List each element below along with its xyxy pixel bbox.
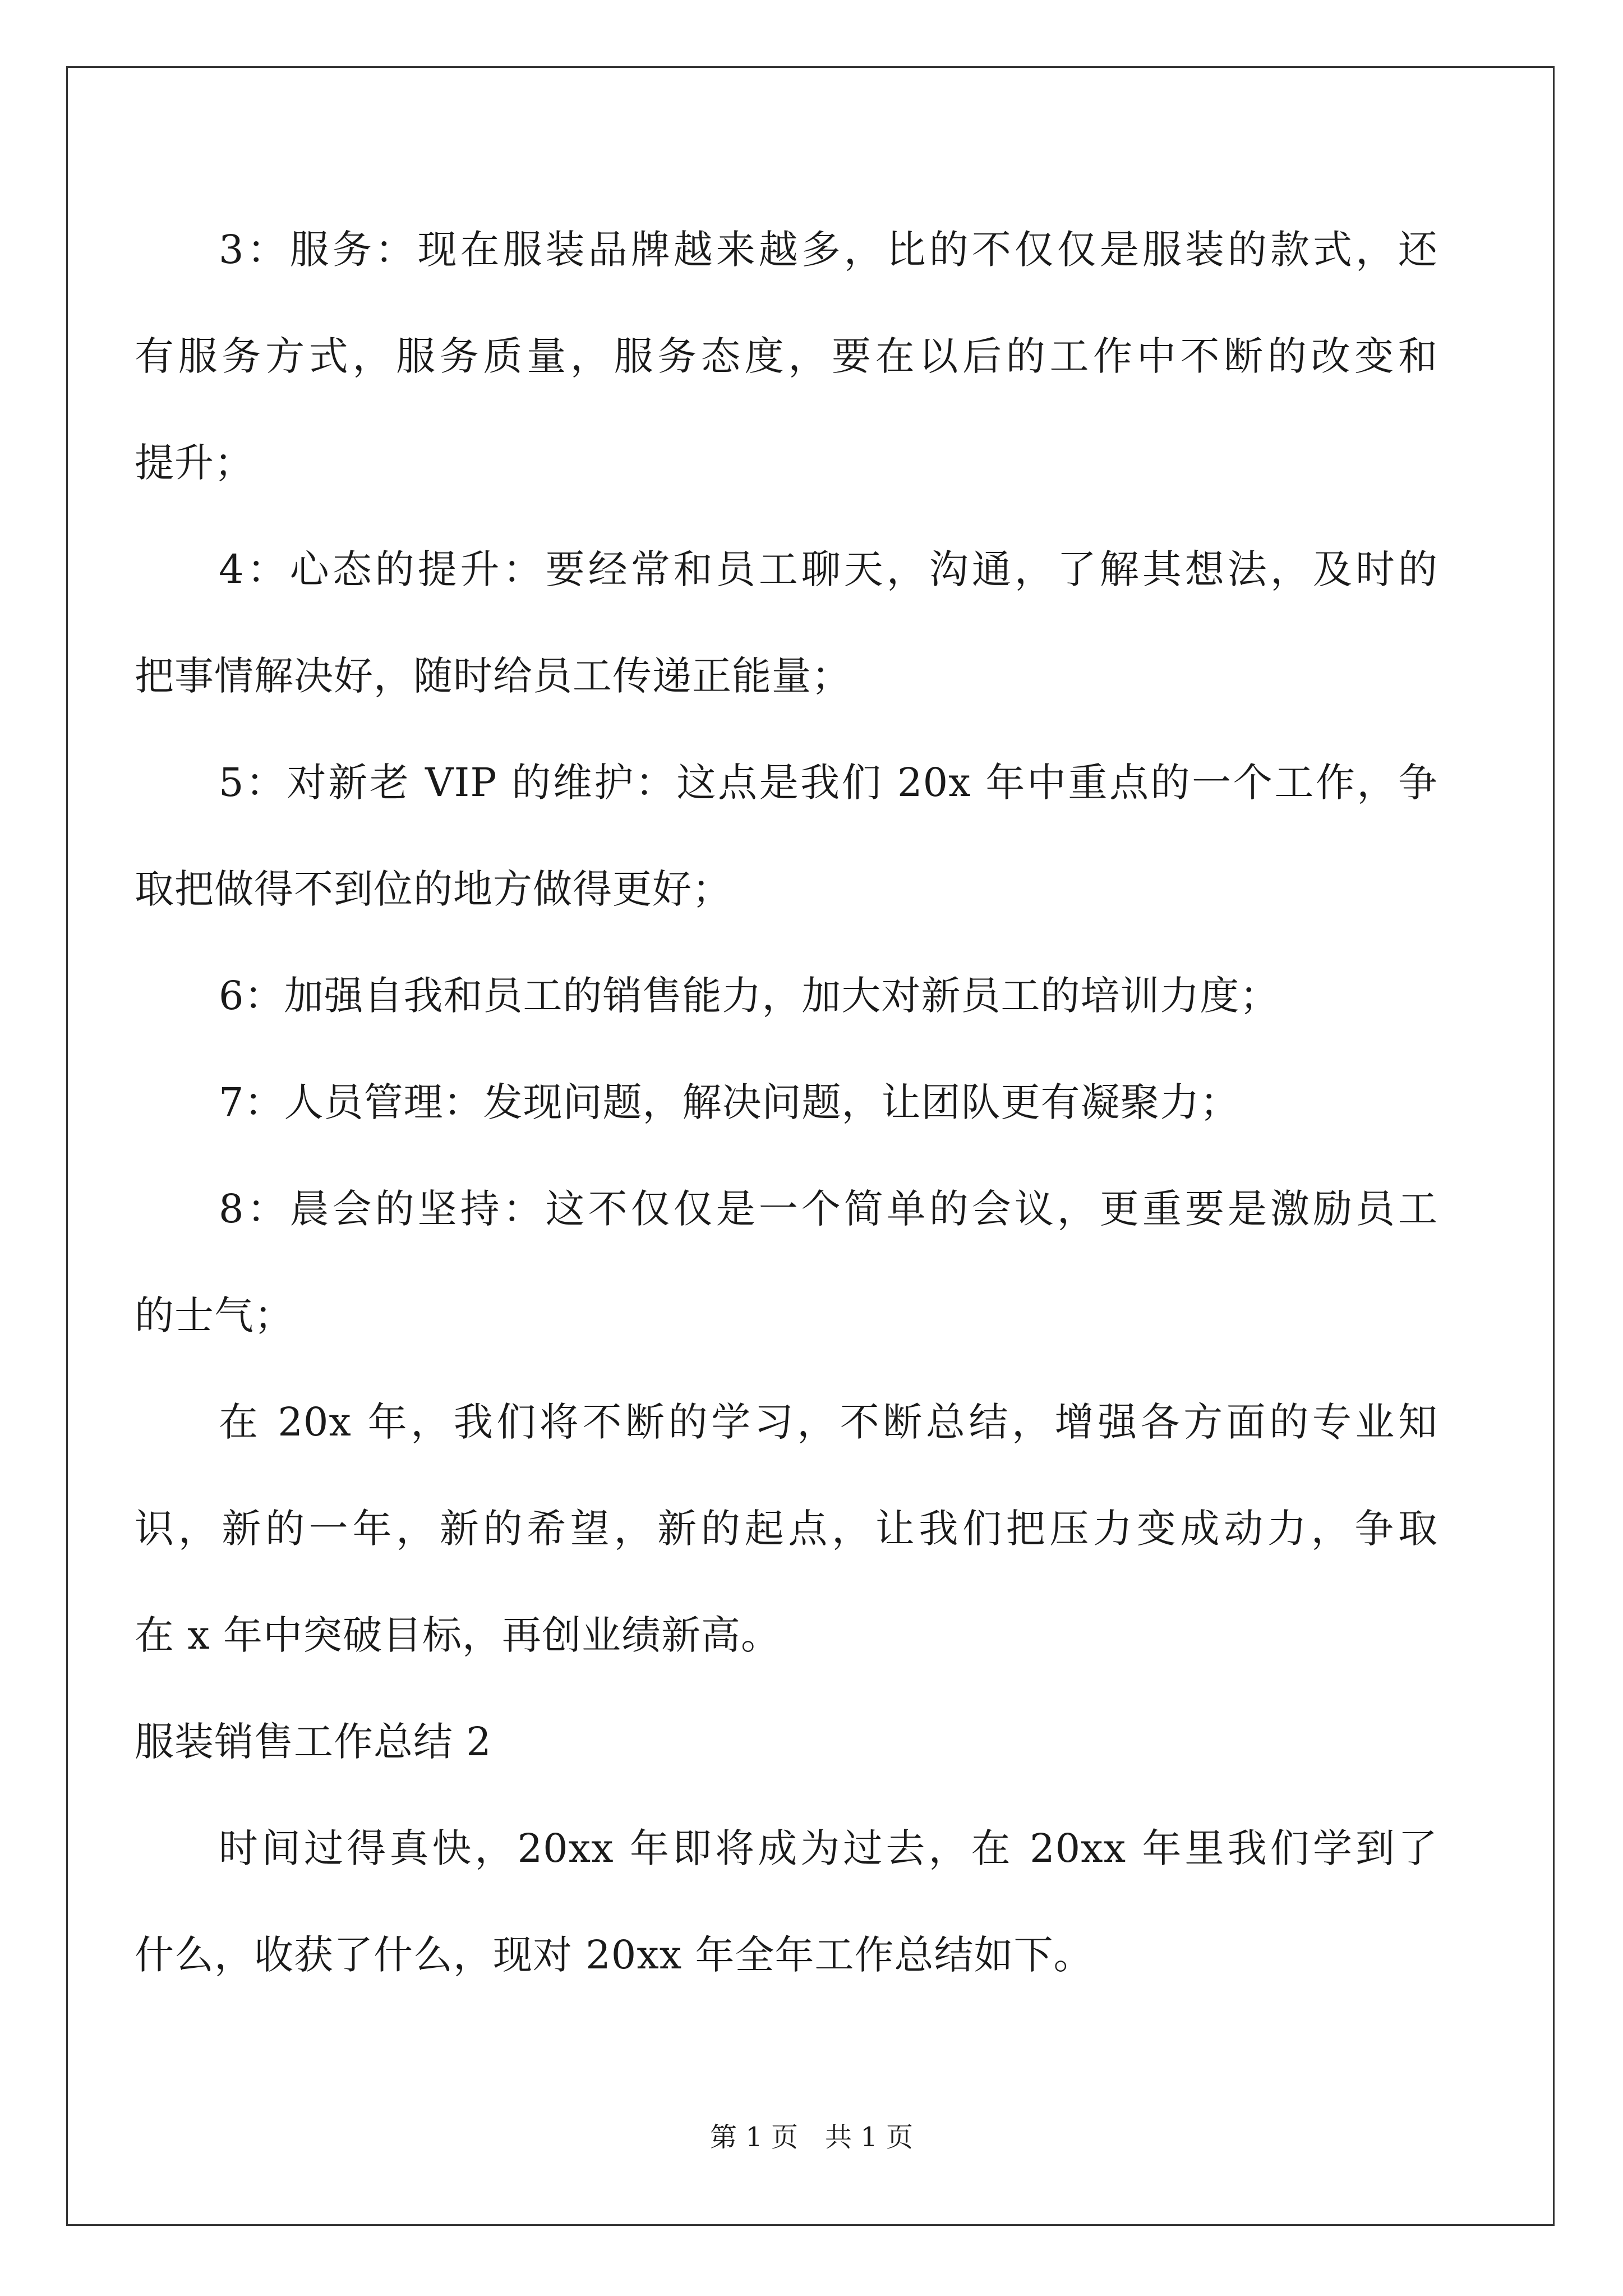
- paragraph-outlook-line-2: 识，新的一年，新的希望，新的起点，让我们把压力变成动力，争取: [135, 1506, 1438, 1552]
- paragraph-vip-line-2: 取把做得不到位的地方做得更好；: [135, 866, 732, 912]
- paragraph-mindset-line-1: 4：心态的提升：要经常和员工聊天，沟通，了解其想法，及时的: [219, 546, 1438, 592]
- paragraph-vip-line-1: 5：对新老 VIP 的维护：这点是我们 20x 年中重点的一个工作，争: [219, 760, 1438, 806]
- paragraph-staff-management: 7：人员管理：发现问题，解决问题，让团队更有凝聚力；: [219, 1079, 1240, 1125]
- paragraph-service-line-3: 提升；: [135, 440, 254, 486]
- paragraph-morning-meeting-line-2: 的士气；: [135, 1292, 294, 1338]
- paragraph-intro-line-2: 什么，收获了什么，现对 20xx 年全年工作总结如下。: [135, 1932, 1094, 1978]
- page-number-footer: 第 1 页 共 1 页: [709, 2122, 914, 2153]
- paragraph-outlook-line-3: 在 x 年中突破目标，再创业绩新高。: [135, 1612, 781, 1658]
- paragraph-outlook-line-1: 在 20x 年，我们将不断的学习，不断总结，增强各方面的专业知: [219, 1399, 1438, 1445]
- paragraph-intro-line-1: 时间过得真快，20xx 年即将成为过去，在 20xx 年里我们学到了: [219, 1825, 1438, 1871]
- section-heading: 服装销售工作总结 2: [135, 1719, 492, 1765]
- page-border: [66, 66, 1555, 2226]
- paragraph-service-line-1: 3：服务：现在服装品牌越来越多，比的不仅仅是服装的款式，还: [219, 227, 1438, 273]
- paragraph-mindset-line-2: 把事情解决好，随时给员工传递正能量；: [135, 653, 851, 699]
- paragraph-sales-ability: 6：加强自我和员工的销售能力，加大对新员工的培训力度；: [219, 973, 1280, 1019]
- paragraph-service-line-2: 有服务方式，服务质量，服务态度，要在以后的工作中不断的改变和: [135, 333, 1438, 379]
- paragraph-morning-meeting-line-1: 8：晨会的坚持：这不仅仅是一个简单的会议，更重要是激励员工: [219, 1186, 1438, 1232]
